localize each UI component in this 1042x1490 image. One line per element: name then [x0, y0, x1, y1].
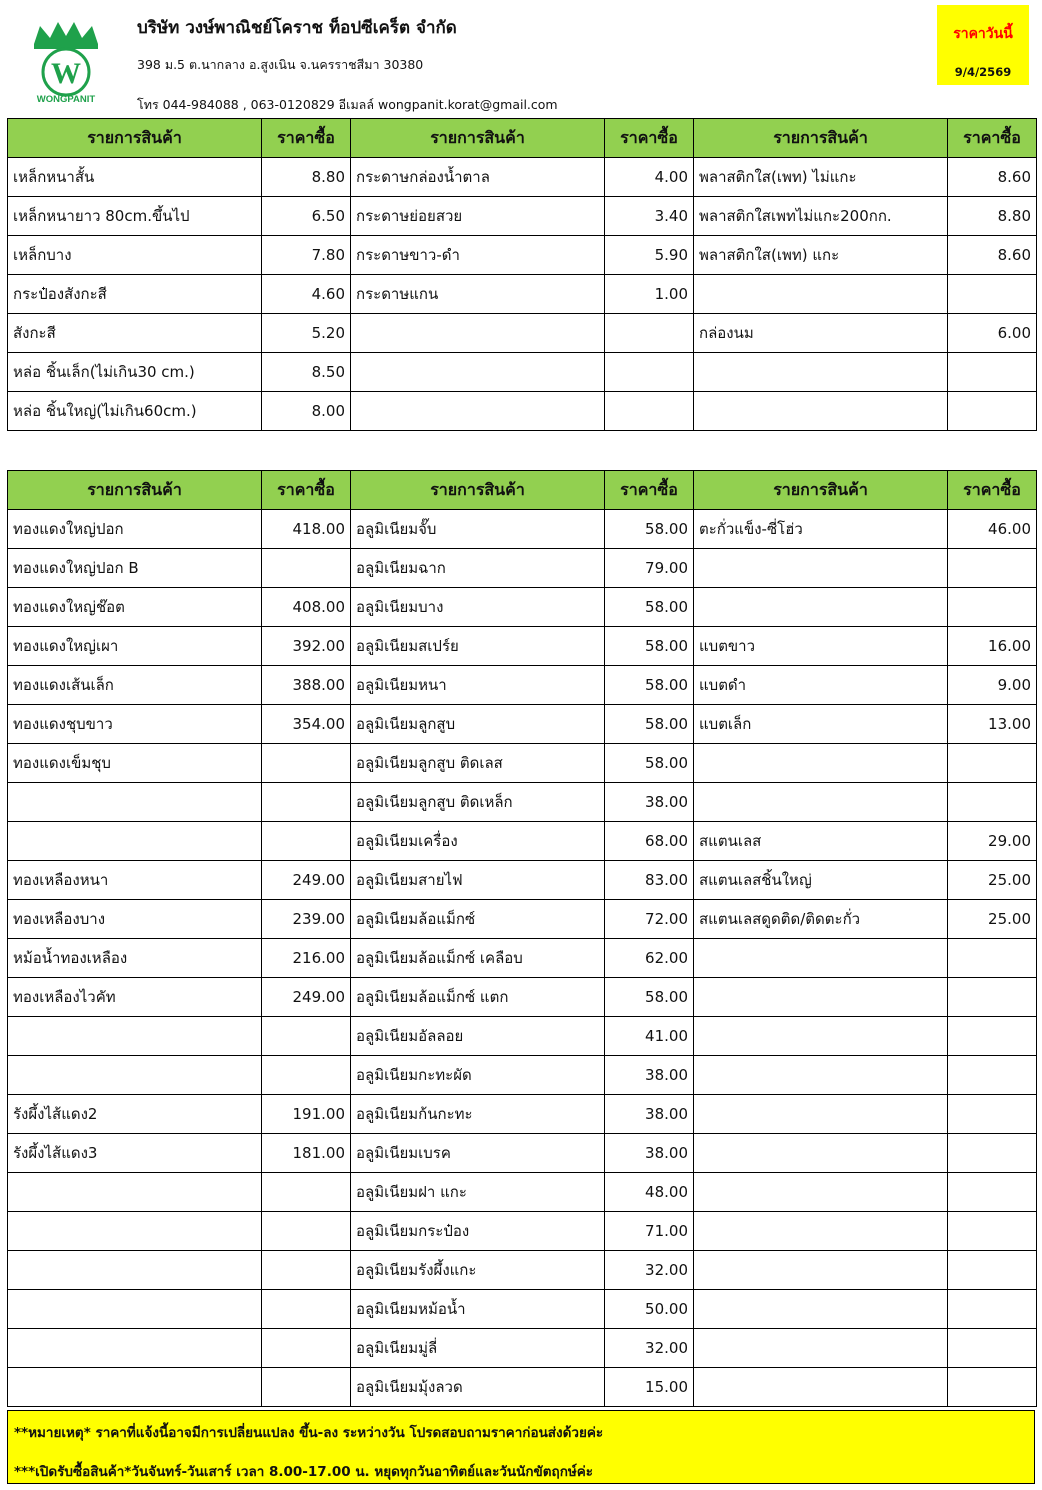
item-name-cell	[694, 1251, 948, 1290]
table-row	[8, 744, 1037, 783]
table-row	[8, 236, 1037, 275]
item-price-cell: 46.00	[948, 510, 1037, 549]
table-header-row	[8, 119, 1037, 158]
item-name-cell	[694, 1290, 948, 1329]
table-row	[8, 939, 1037, 978]
item-price-cell	[605, 314, 694, 353]
table-row	[8, 353, 1037, 392]
item-name-cell	[694, 588, 948, 627]
item-name-cell: อลูมิเนียมเครื่อง	[351, 822, 605, 861]
item-name-cell: อลูมิเนียมฝา แกะ	[351, 1173, 605, 1212]
item-name-cell: อลูมิเนียมล้อแม็กซ์	[351, 900, 605, 939]
item-name-cell: อลูมิเนียมกะทะผัด	[351, 1056, 605, 1095]
item-price-cell: 38.00	[605, 1095, 694, 1134]
item-name-cell: อลูมิเนียมมู่ลี่	[351, 1329, 605, 1368]
item-name-cell	[694, 744, 948, 783]
table-row	[8, 392, 1037, 431]
item-price-cell: 4.00	[605, 158, 694, 197]
table-row	[8, 861, 1037, 900]
item-name-cell	[694, 1329, 948, 1368]
item-price-cell: 32.00	[605, 1329, 694, 1368]
item-price-cell: 3.40	[605, 197, 694, 236]
item-name-cell: สังกะสี	[8, 314, 262, 353]
item-name-cell	[8, 1290, 262, 1329]
item-price-cell: 58.00	[605, 705, 694, 744]
table-row	[8, 1134, 1037, 1173]
item-price-cell	[948, 1329, 1037, 1368]
item-name-cell: พลาสติกใส(เพท) ไม่แกะ	[694, 158, 948, 197]
table-row	[8, 275, 1037, 314]
item-name-cell: รังผึ้งไส้แดง3	[8, 1134, 262, 1173]
item-name-cell: สแตนเลสชิ้นใหญ่	[694, 861, 948, 900]
table-row	[8, 1056, 1037, 1095]
item-name-cell: ทองแดงใหญ่ปอก B	[8, 549, 262, 588]
table-row	[8, 783, 1037, 822]
item-name-cell: อลูมิเนียมล้อแม็กซ์ แตก	[351, 978, 605, 1017]
column-header-price: ราคาซื้อ	[948, 471, 1037, 510]
item-name-cell: สแตนเลส	[694, 822, 948, 861]
note-price-change: **หมายเหตุ* ราคาที่แจ้งนี้อาจมีการเปลี่ยนแปลง ขึ้น-ลง ระหว่างวัน โปรดสอบถามราคาก่อนส่งด้วยค่ะ	[14, 1425, 604, 1441]
item-price-cell: 5.90	[605, 236, 694, 275]
company-name: บริษัท วงษ์พาณิชย์โคราช ท็อปซีเคร็ต จำกัด	[137, 18, 457, 38]
item-price-cell	[262, 1329, 351, 1368]
item-price-cell: 8.80	[948, 197, 1037, 236]
table-row	[8, 978, 1037, 1017]
today-price-box	[937, 5, 1029, 85]
item-name-cell	[8, 1251, 262, 1290]
item-price-cell: 29.00	[948, 822, 1037, 861]
item-price-cell	[262, 1251, 351, 1290]
column-header-item: รายการสินค้า	[351, 471, 605, 510]
item-name-cell	[694, 549, 948, 588]
item-price-cell	[948, 783, 1037, 822]
item-price-cell: 7.80	[262, 236, 351, 275]
item-name-cell: พลาสติกใสเพทไม่แกะ200กก.	[694, 197, 948, 236]
item-price-cell: 9.00	[948, 666, 1037, 705]
item-price-cell: 4.60	[262, 275, 351, 314]
table-row	[8, 197, 1037, 236]
column-header-item: รายการสินค้า	[8, 471, 262, 510]
item-name-cell: รังผึ้งไส้แดง2	[8, 1095, 262, 1134]
item-price-cell	[948, 744, 1037, 783]
item-name-cell: อลูมิเนียมลูกสูบ	[351, 705, 605, 744]
item-price-cell	[948, 1368, 1037, 1407]
item-name-cell: เหล็กหนาสั้น	[8, 158, 262, 197]
table-row	[8, 314, 1037, 353]
note-opening-hours: ***เปิดรับซื้อสินค้า*วันจันทร์-วันเสาร์ เวลา 8.00-17.00 น. หยุดทุกวันอาทิตย์และวันนักขัตฤกษ์ค่ะ	[14, 1464, 594, 1480]
item-name-cell: อลูมิเนียมหม้อน้ำ	[351, 1290, 605, 1329]
item-name-cell	[694, 1017, 948, 1056]
item-price-cell: 8.60	[948, 158, 1037, 197]
item-name-cell	[694, 1134, 948, 1173]
company-contact: โทร 044-984088 , 063-0120829 อีเมลล์ wongpanit.korat@gmail.com	[137, 97, 558, 112]
item-price-cell: 8.60	[948, 236, 1037, 275]
item-name-cell	[8, 1368, 262, 1407]
item-name-cell	[8, 1017, 262, 1056]
item-name-cell: ทองแดงเข็มชุบ	[8, 744, 262, 783]
today-price-label: ราคาวันนี้	[953, 26, 1013, 42]
price-table-2-body	[8, 471, 1037, 1407]
item-price-cell: 15.00	[605, 1368, 694, 1407]
item-name-cell: อลูมิเนียมจั๊บ	[351, 510, 605, 549]
table-row	[8, 900, 1037, 939]
item-name-cell	[8, 1329, 262, 1368]
item-price-cell	[262, 1056, 351, 1095]
item-name-cell: อลูมิเนียมมุ้งลวด	[351, 1368, 605, 1407]
item-price-cell	[948, 392, 1037, 431]
item-price-cell	[262, 822, 351, 861]
item-name-cell: แบตเล็ก	[694, 705, 948, 744]
item-price-cell: 38.00	[605, 1134, 694, 1173]
column-header-price: ราคาซื้อ	[262, 119, 351, 158]
item-name-cell	[694, 978, 948, 1017]
item-price-cell	[948, 275, 1037, 314]
item-price-cell: 239.00	[262, 900, 351, 939]
item-price-cell: 68.00	[605, 822, 694, 861]
item-price-cell: 58.00	[605, 627, 694, 666]
item-name-cell: อลูมิเนียมสเปร์ย	[351, 627, 605, 666]
item-price-cell: 249.00	[262, 861, 351, 900]
item-price-cell	[605, 353, 694, 392]
item-name-cell	[8, 1056, 262, 1095]
item-name-cell: พลาสติกใส(เพท) แกะ	[694, 236, 948, 275]
item-name-cell: อลูมิเนียมฉาก	[351, 549, 605, 588]
item-name-cell: หม้อน้ำทองเหลือง	[8, 939, 262, 978]
item-name-cell	[694, 1212, 948, 1251]
item-name-cell: อลูมิเนียมสายไฟ	[351, 861, 605, 900]
item-price-cell: 58.00	[605, 666, 694, 705]
item-price-cell	[262, 1290, 351, 1329]
item-name-cell	[694, 1368, 948, 1407]
item-name-cell: หล่อ ชิ้นใหญ่(ไม่เกิน60cm.)	[8, 392, 262, 431]
price-table-2	[7, 470, 1037, 1407]
item-price-cell	[948, 1017, 1037, 1056]
item-price-cell: 181.00	[262, 1134, 351, 1173]
item-price-cell: 388.00	[262, 666, 351, 705]
item-price-cell	[262, 783, 351, 822]
item-name-cell: ทองเหลืองไวคัท	[8, 978, 262, 1017]
item-price-cell	[948, 939, 1037, 978]
item-name-cell: ตะกั่วแข็ง-ซี่โฮ่ว	[694, 510, 948, 549]
item-price-cell: 5.20	[262, 314, 351, 353]
table-row	[8, 705, 1037, 744]
item-price-cell	[948, 1212, 1037, 1251]
item-price-cell	[605, 392, 694, 431]
item-price-cell: 72.00	[605, 900, 694, 939]
item-price-cell	[948, 1173, 1037, 1212]
item-price-cell: 58.00	[605, 510, 694, 549]
item-price-cell: 58.00	[605, 978, 694, 1017]
svg-text:W: W	[51, 57, 81, 90]
item-price-cell	[948, 1134, 1037, 1173]
item-price-cell	[262, 1173, 351, 1212]
item-name-cell: สแตนเลสดูดติด/ติดตะกั่ว	[694, 900, 948, 939]
table-row	[8, 1212, 1037, 1251]
item-name-cell: หล่อ ชิ้นเล็ก(ไม่เกิน30 cm.)	[8, 353, 262, 392]
column-header-price: ราคาซื้อ	[605, 471, 694, 510]
item-name-cell: เหล็กหนายาว 80cm.ขึ้นไป	[8, 197, 262, 236]
item-name-cell: แบตดำ	[694, 666, 948, 705]
price-table-1	[7, 118, 1037, 431]
item-name-cell: อลูมิเนียมบาง	[351, 588, 605, 627]
column-header-price: ราคาซื้อ	[605, 119, 694, 158]
item-name-cell: อลูมิเนียมกระป๋อง	[351, 1212, 605, 1251]
table-row	[8, 1095, 1037, 1134]
logo-wordmark: WONGPANIT	[36, 94, 96, 104]
table-row	[8, 510, 1037, 549]
table-row	[8, 822, 1037, 861]
item-name-cell: กระดาษขาว-ดำ	[351, 236, 605, 275]
item-price-cell: 8.00	[262, 392, 351, 431]
item-name-cell: อลูมิเนียมเบรค	[351, 1134, 605, 1173]
item-name-cell	[351, 392, 605, 431]
item-name-cell: อลูมิเนียมล้อแม็กซ์ เคลือบ	[351, 939, 605, 978]
item-price-cell: 25.00	[948, 861, 1037, 900]
item-name-cell: อลูมิเนียมก้นกะทะ	[351, 1095, 605, 1134]
item-price-cell: 58.00	[605, 744, 694, 783]
item-name-cell: กระดาษแกน	[351, 275, 605, 314]
item-name-cell: อลูมิเนียมหนา	[351, 666, 605, 705]
item-price-cell: 41.00	[605, 1017, 694, 1056]
item-price-cell: 354.00	[262, 705, 351, 744]
item-price-cell	[262, 1017, 351, 1056]
item-name-cell	[351, 353, 605, 392]
item-name-cell: ทองแดงเส้นเล็ก	[8, 666, 262, 705]
item-price-cell: 83.00	[605, 861, 694, 900]
item-name-cell	[694, 1056, 948, 1095]
item-name-cell	[8, 1212, 262, 1251]
item-name-cell: ทองแดงชุบขาว	[8, 705, 262, 744]
column-header-item: รายการสินค้า	[8, 119, 262, 158]
item-name-cell: กระป๋องสังกะสี	[8, 275, 262, 314]
item-name-cell	[694, 275, 948, 314]
today-price-date: 9/4/2569	[954, 65, 1012, 79]
item-name-cell: เหล็กบาง	[8, 236, 262, 275]
item-price-cell	[948, 1290, 1037, 1329]
item-price-cell: 6.00	[948, 314, 1037, 353]
item-name-cell: ทองแดงใหญ่เผา	[8, 627, 262, 666]
item-name-cell: อลูมิเนียมลูกสูบ ติดเหล็ก	[351, 783, 605, 822]
table-row	[8, 1251, 1037, 1290]
item-price-cell: 216.00	[262, 939, 351, 978]
table-row	[8, 588, 1037, 627]
item-name-cell: กระดาษย่อยสวย	[351, 197, 605, 236]
item-name-cell: อลูมิเนียมอัลลอย	[351, 1017, 605, 1056]
company-address: 398 ม.5 ต.นากลาง อ.สูงเนิน จ.นครราชสีมา 30380	[137, 57, 424, 72]
price-table-1-body	[8, 119, 1037, 431]
item-name-cell: ทองแดงใหญ่ปอก	[8, 510, 262, 549]
column-header-price: ราคาซื้อ	[948, 119, 1037, 158]
item-name-cell: ทองเหลืองหนา	[8, 861, 262, 900]
notes-box	[7, 1410, 1035, 1484]
item-price-cell	[948, 588, 1037, 627]
item-name-cell: กระดาษกล่องน้ำตาล	[351, 158, 605, 197]
item-price-cell: 8.50	[262, 353, 351, 392]
table-row	[8, 1017, 1037, 1056]
item-price-cell: 249.00	[262, 978, 351, 1017]
item-price-cell: 32.00	[605, 1251, 694, 1290]
table-row	[8, 549, 1037, 588]
item-price-cell: 13.00	[948, 705, 1037, 744]
table-row	[8, 1290, 1037, 1329]
item-price-cell	[262, 549, 351, 588]
item-name-cell	[8, 783, 262, 822]
item-price-cell	[262, 1212, 351, 1251]
table-row	[8, 1329, 1037, 1368]
item-name-cell	[694, 939, 948, 978]
item-name-cell: อลูมิเนียมลูกสูบ ติดเลส	[351, 744, 605, 783]
table-row	[8, 666, 1037, 705]
column-header-item: รายการสินค้า	[694, 119, 948, 158]
item-price-cell: 50.00	[605, 1290, 694, 1329]
item-price-cell: 191.00	[262, 1095, 351, 1134]
item-price-cell: 418.00	[262, 510, 351, 549]
item-name-cell	[8, 822, 262, 861]
item-price-cell: 25.00	[948, 900, 1037, 939]
column-header-item: รายการสินค้า	[694, 471, 948, 510]
item-price-cell: 6.50	[262, 197, 351, 236]
item-price-cell: 58.00	[605, 588, 694, 627]
item-name-cell	[351, 314, 605, 353]
table-row	[8, 627, 1037, 666]
item-price-cell	[948, 353, 1037, 392]
item-name-cell: ทองเหลืองบาง	[8, 900, 262, 939]
item-price-cell	[948, 978, 1037, 1017]
wongpanit-logo	[26, 18, 106, 104]
item-price-cell	[948, 1251, 1037, 1290]
item-price-cell: 408.00	[262, 588, 351, 627]
column-header-price: ราคาซื้อ	[262, 471, 351, 510]
item-name-cell	[8, 1173, 262, 1212]
item-price-cell: 38.00	[605, 783, 694, 822]
item-name-cell: ทองแดงใหญ่ช๊อต	[8, 588, 262, 627]
table-header-row	[8, 471, 1037, 510]
item-name-cell	[694, 353, 948, 392]
item-price-cell	[948, 1056, 1037, 1095]
item-name-cell	[694, 1173, 948, 1212]
item-price-cell: 79.00	[605, 549, 694, 588]
item-name-cell	[694, 1095, 948, 1134]
item-price-cell: 16.00	[948, 627, 1037, 666]
table-row	[8, 158, 1037, 197]
column-header-item: รายการสินค้า	[351, 119, 605, 158]
item-price-cell: 62.00	[605, 939, 694, 978]
item-price-cell	[948, 1095, 1037, 1134]
item-price-cell	[262, 1368, 351, 1407]
table-row	[8, 1173, 1037, 1212]
item-price-cell: 48.00	[605, 1173, 694, 1212]
table-row	[8, 1368, 1037, 1407]
item-name-cell: กล่องนม	[694, 314, 948, 353]
item-name-cell: อลูมิเนียมรังผึ้งแกะ	[351, 1251, 605, 1290]
item-price-cell: 8.80	[262, 158, 351, 197]
item-price-cell	[948, 549, 1037, 588]
item-price-cell: 392.00	[262, 627, 351, 666]
item-price-cell: 1.00	[605, 275, 694, 314]
item-name-cell	[694, 392, 948, 431]
item-name-cell: แบตขาว	[694, 627, 948, 666]
item-name-cell	[694, 783, 948, 822]
item-price-cell: 71.00	[605, 1212, 694, 1251]
item-price-cell: 38.00	[605, 1056, 694, 1095]
item-price-cell	[262, 744, 351, 783]
